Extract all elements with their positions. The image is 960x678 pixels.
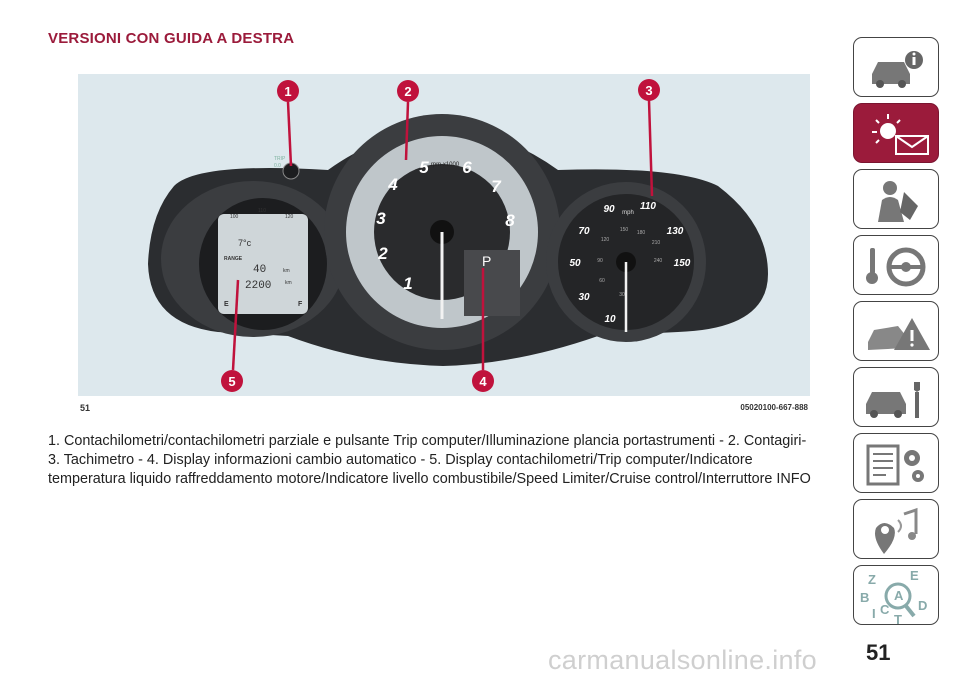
- outside-temp: 7°c: [238, 238, 252, 248]
- speedo-label-110: 110: [640, 201, 656, 212]
- fuel-full-label: F: [298, 301, 303, 308]
- index-search-icon: [854, 566, 940, 626]
- tacho-label-2: 2: [378, 244, 388, 263]
- page-number: 51: [866, 640, 891, 665]
- figure-caption: 1. Contachilometri/contachilometri parziale e pulsante Trip computer/Illuminazione plancia portastrumenti - 2. Contagiri- 3. Tachimetro - 4. Display informazioni cambio automatico - 5. Display contachilometri/Trip computer/Indicatore temperatura liquido raffreddamento motore/Indicatore livello combustibile/Speed Limiter/Cruise control/Interruttore INFO: [48, 433, 811, 487]
- figure-number: 51: [80, 403, 91, 413]
- index-letter-z: Z: [868, 572, 876, 587]
- callout-2: 2: [404, 84, 412, 99]
- car-maintenance-icon: [854, 368, 940, 428]
- odometer-value: 2200: [245, 280, 272, 292]
- callout-4: 4: [479, 374, 487, 389]
- index-letter-i: I: [872, 606, 876, 621]
- index-letter-t: T: [894, 612, 902, 626]
- tab-multimedia[interactable]: [853, 499, 939, 559]
- tacho-label-7: 7: [491, 177, 501, 196]
- speedo-label-130: 130: [666, 226, 684, 237]
- speedo-inner-30: 30: [619, 292, 625, 298]
- odometer-unit: km: [285, 280, 292, 286]
- speedo-inner-120: 120: [600, 237, 610, 243]
- tab-safety[interactable]: [853, 169, 939, 229]
- speedo-inner-210: 210: [651, 240, 661, 246]
- tacho-unit: rpm x1000: [430, 162, 460, 168]
- tab-warning-lights[interactable]: [853, 103, 939, 163]
- speedo-inner-180: 180: [636, 230, 646, 236]
- warning-light-icon: [854, 104, 940, 164]
- tacho-label-3: 3: [376, 209, 386, 228]
- tacho-label-6: 6: [462, 158, 472, 177]
- speedo-inner-150: 150: [619, 227, 629, 233]
- index-letter-b: B: [860, 590, 870, 605]
- speedo-inner-240: 240: [653, 258, 663, 264]
- speedo-label-10: 10: [604, 314, 616, 325]
- speedo-unit: mph: [622, 210, 634, 216]
- instrument-cluster-figure: [78, 74, 810, 396]
- tab-emergency[interactable]: [853, 301, 939, 361]
- index-letter-e: E: [910, 568, 919, 583]
- tacho-label-4: 4: [388, 175, 398, 194]
- index-letter-c: C: [880, 602, 890, 617]
- trip-value: 0.0: [274, 163, 281, 169]
- tab-starting-driving[interactable]: [853, 235, 939, 295]
- temp-label-110: 110: [258, 208, 266, 214]
- car-info-icon: [854, 38, 940, 98]
- technical-data-icon: [854, 434, 940, 494]
- speedo-label-70: 70: [578, 226, 590, 237]
- tab-technical-data[interactable]: [853, 433, 939, 493]
- tacho-label-5: 5: [419, 158, 429, 177]
- tab-index[interactable]: [853, 565, 939, 625]
- range-unit: km: [283, 268, 290, 274]
- speedo-label-30: 30: [578, 292, 590, 303]
- multimedia-icon: [854, 500, 940, 560]
- section-heading: VERSIONI CON GUIDA A DESTRA: [48, 30, 295, 47]
- tacho-label-8: 8: [505, 211, 515, 230]
- tab-car-info[interactable]: [853, 37, 939, 97]
- speedo-inner-90: 90: [597, 258, 603, 264]
- temp-label-100: 100: [230, 214, 239, 220]
- roadside-emergency-icon: [854, 302, 940, 362]
- callout-1: 1: [284, 84, 292, 99]
- range-label: RANGE: [224, 256, 243, 262]
- fuel-empty-label: E: [224, 301, 229, 308]
- temp-label-120: 120: [285, 214, 294, 220]
- speedo-label-150: 150: [673, 258, 691, 269]
- instrument-cluster-illustration: [78, 74, 810, 396]
- steering-wheel-icon: [854, 236, 940, 296]
- trip-label: TRIP: [274, 156, 286, 162]
- callout-5: 5: [228, 374, 236, 389]
- safety-seatbelt-icon: [854, 170, 940, 230]
- watermark: carmanualsonline.info: [548, 645, 817, 675]
- tacho-label-1: 1: [403, 274, 413, 293]
- speedo-label-50: 50: [569, 258, 581, 269]
- figure-code: 05020100-667-888: [740, 403, 808, 412]
- callout-3: 3: [645, 83, 653, 98]
- speedo-label-90: 90: [603, 204, 615, 215]
- speedo-inner-60: 60: [599, 278, 605, 284]
- index-letter-a: A: [894, 588, 904, 603]
- index-letter-d: D: [918, 598, 928, 613]
- tab-maintenance[interactable]: [853, 367, 939, 427]
- gear-indicator: P: [482, 253, 492, 269]
- range-value: 40: [253, 264, 267, 276]
